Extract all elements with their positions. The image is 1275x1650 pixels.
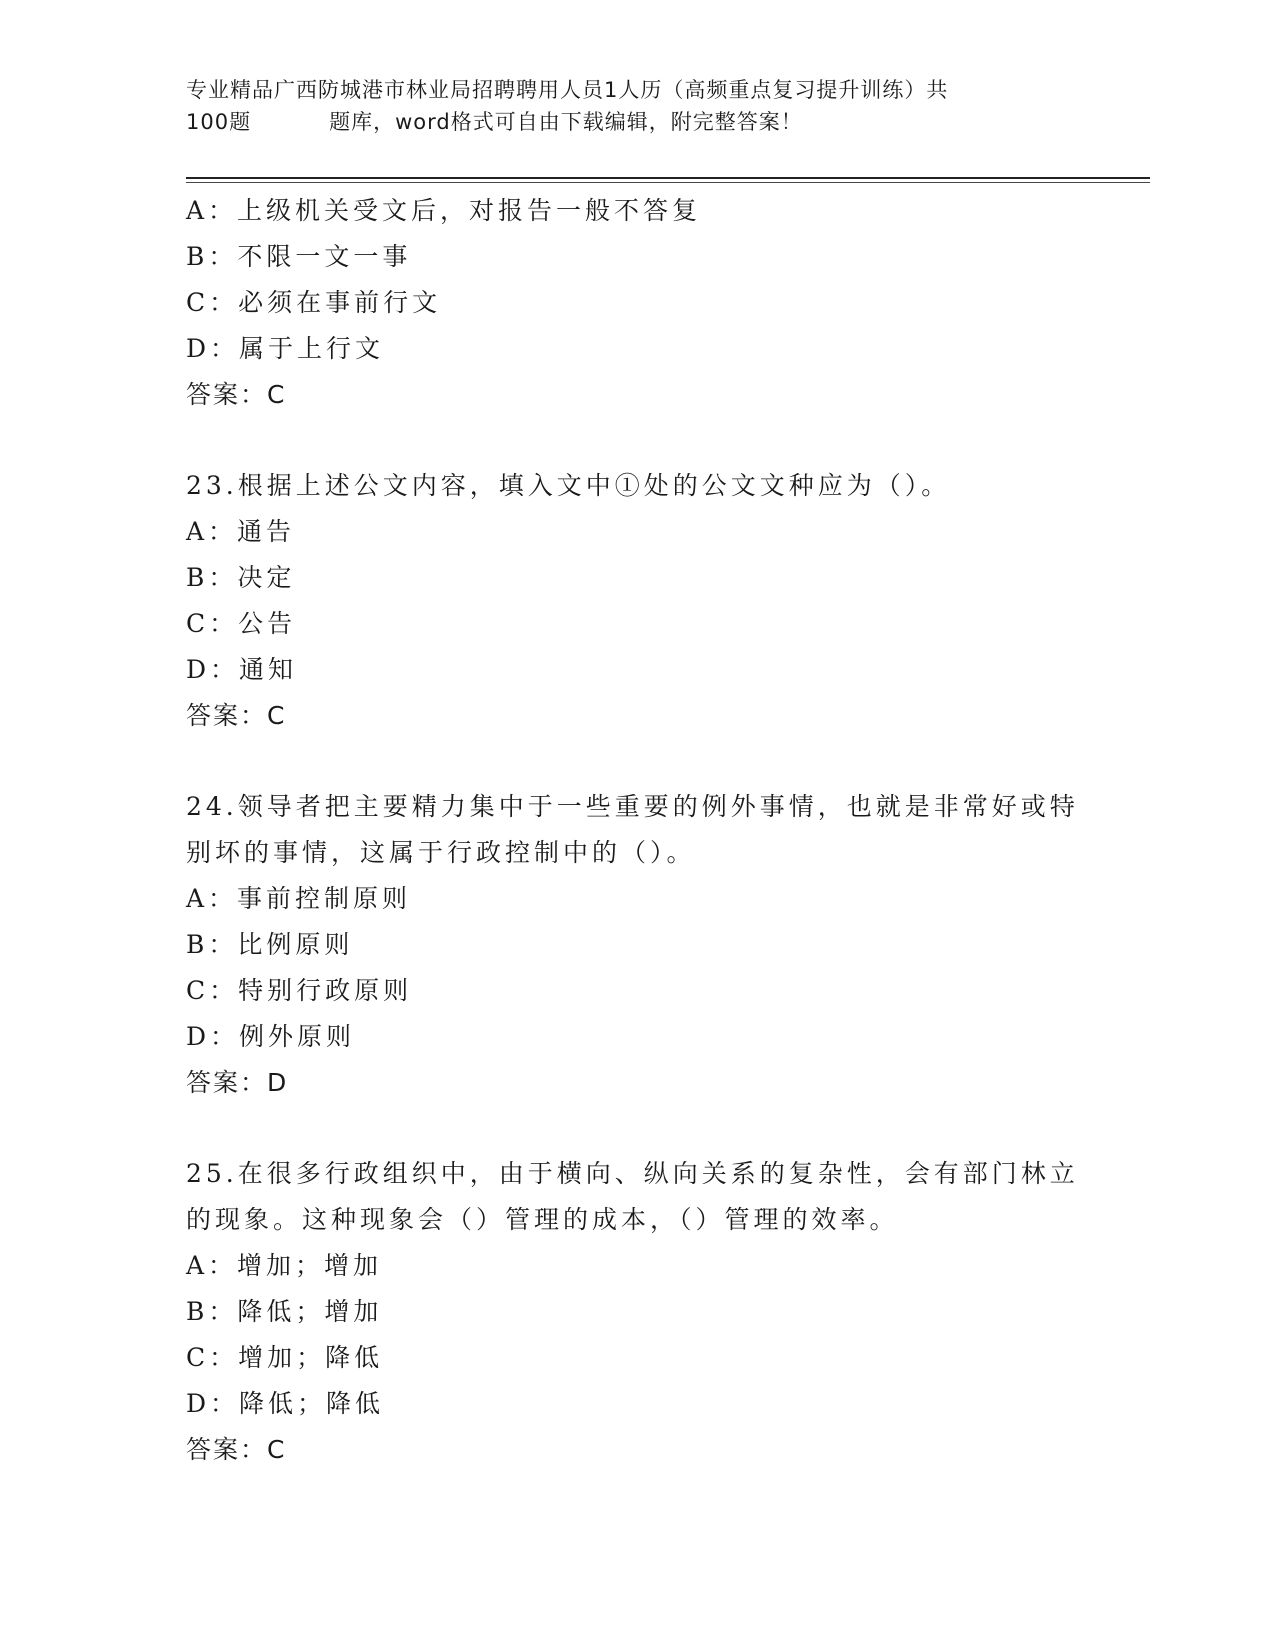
option-d: D：降低；降低 [186, 1389, 385, 1418]
question-text-line-1: 24.领导者把主要精力集中于一些重要的例外事情，也就是非常好或特 [186, 792, 1079, 821]
question-block-24 [186, 784, 1086, 1106]
question-list [186, 188, 1086, 1473]
answer-line: 答案：C [186, 380, 287, 409]
question-text-line-2: 的现象。这种现象会（）管理的成本，（）管理的效率。 [186, 1205, 899, 1234]
answer-line: 答案：C [186, 701, 287, 730]
question-block-22 [186, 188, 1086, 418]
header-description: 题库，word格式可自由下载编辑，附完整答案！ [329, 110, 803, 134]
option-a: A：事前控制原则 [186, 884, 412, 913]
option-b: B：比例原则 [186, 930, 354, 959]
header-count: 100题 [186, 110, 252, 134]
question-text: 23.根据上述公文内容，填入文中①处的公文文种应为（）。 [186, 471, 951, 500]
option-b: B：降低；增加 [186, 1297, 383, 1326]
header-divider-thin [186, 182, 1150, 183]
answer-line: 答案：C [186, 1435, 287, 1464]
option-d: D：属于上行文 [186, 334, 385, 363]
header-title-line-1: 专业精品广西防城港市林业局招聘聘用人员1人历（高频重点复习提升训练）共 [186, 78, 949, 102]
option-a: A：上级机关受文后，对报告一般不答复 [186, 196, 702, 225]
option-c: C：必须在事前行文 [186, 288, 442, 317]
option-a: A：通告 [186, 517, 296, 546]
header-title-line-2 [186, 106, 1066, 138]
question-text-line-2: 别坏的事情，这属于行政控制中的（）。 [186, 838, 696, 867]
option-c: C：增加；降低 [186, 1343, 384, 1372]
question-text-line-1: 25.在很多行政组织中，由于横向、纵向关系的复杂性，会有部门林立 [186, 1159, 1079, 1188]
option-a: A：增加；增加 [186, 1251, 383, 1280]
option-c: C：特别行政原则 [186, 976, 413, 1005]
option-d: D：例外原则 [186, 1022, 356, 1051]
document-header [186, 74, 1066, 138]
option-b: B：不限一文一事 [186, 242, 412, 271]
option-c: C：公告 [186, 609, 297, 638]
answer-line: 答案：D [186, 1068, 289, 1097]
header-divider-thick [186, 177, 1150, 179]
question-block-23 [186, 463, 1086, 739]
option-b: B：决定 [186, 563, 296, 592]
question-block-25 [186, 1151, 1086, 1473]
option-d: D：通知 [186, 655, 298, 684]
